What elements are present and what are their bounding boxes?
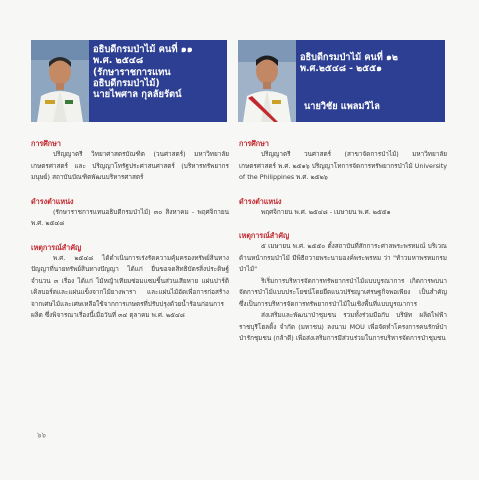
person-name: นายไพศาล กุลลัยรัตน์	[93, 89, 182, 101]
position-text: พฤศจิกายน พ.ศ. ๒๕๔๘ - เมษายน พ.ศ. ๒๕๕๑	[261, 207, 391, 216]
biography-left	[31, 138, 229, 334]
position-heading: ดำรงตำแหน่ง	[239, 196, 282, 206]
portrait-image	[238, 40, 296, 122]
events-text: ริเริ่มการบริหารจัดการทรัพยากรป่าไม้แบบบูรณาการ เกิดการพบนาจัดการป่าไม้แบบประโยชน์โดยยึดแนวปรัชญาเศรษฐกิจพอเพียง เป็นสำคัญ ซึ่งเป็นการบริหารจัดการทรัพยากรป่าไม้ในเชิงพื้นที่แบบบูรณาการ	[239, 276, 447, 308]
events-text: ส่งเสริมและพัฒนาป่าชุมชน รวมทั้งร่วมมือกับ บริษัท ผลิตไฟฟ้าราชบุรีโฮลดิ้ง จำกัด (มหาชน) ลงนาม MOU เพื่อจัดทำโครงการคนรักษ์ป่า ป่ารักชุมชน (กล้าดี) เพื่อส่งเสริมการมีส่วนร่วมในการบริหารจัดการป่าชุมชน	[239, 311, 447, 342]
title-line: พ.ศ.๒๕๔๘ - ๒๕๕๑	[300, 63, 382, 75]
page-number: ๖๖	[37, 431, 46, 439]
education-heading: การศึกษา	[239, 139, 269, 148]
position-text: (รักษาราชการแทนอธิบดีกรมป่าไม้) ๓๐ สิงหาคม - พฤศจิกายน พ.ศ. ๒๕๔๘	[31, 207, 229, 227]
title-line: อธิบดีกรมป่าไม้ คนที่ ๑๒	[300, 52, 398, 63]
portrait-image	[31, 40, 89, 122]
title-banner-right	[296, 40, 445, 122]
title-line: พ.ศ. ๒๕๔๘	[93, 55, 144, 67]
title-line: อธิบดีกรมป่าไม้ คนที่ ๑๑	[93, 44, 193, 55]
portrait-photo-right	[238, 40, 296, 122]
education-text: ปริญญาตรี วิทยาศาสตรบัณฑิต (วนศาสตร์) มหาวิทยาลัยเกษตรศาสตร์ และ ปริญญาโทรัฐประศาสนศาสตร์ (บริหารทรัพยากรมนุษย์) สถาบันบัณฑิตพัฒนบริหารศาสตร์	[31, 150, 229, 181]
events-text: ๕ เมษายน พ.ศ. ๒๕๕๐ ตั้งสถาบันที่สักการะศาลพระพรหมณ์ บริเวณ ด้านหน้ากรมป่าไม้ มีพิธีถวายพระนามองค์พระพรหม ว่า "ท้าวมหาพรหมกรมป่าไม้"	[239, 242, 447, 273]
education-heading: การศึกษา	[31, 139, 61, 148]
events-heading: เหตุการณ์สำคัญ	[239, 231, 290, 240]
person-name: นายวิชัย แพลมวิไล	[304, 101, 380, 112]
portrait-photo-left	[31, 40, 89, 122]
events-text: พ.ศ. ๒๕๔๘ ได้ดำเนินการเร่งรัดความคุ้มครองทรัพย์สินทางปัญญาที่นายทรัพย์สินทางปัญญา ได้แก่ ยื่นขอจดสิทธิบัตรสิ่งประดิษฐ์ จำนวน ๓ เรื่อง ได้แก่ ไม้หญ้าเทียมซ่อมแซมชิ้นส่วนเสียหาย แผ่นปาร์ติเคิลบอร์ดและแผ่นแข็งจากไม้ยางพารา และแผ่นไม้อัดเพื่อการก่อสร้างจากเศษไม้และเศษเหลือใช้จากการเกษตรที่ปรับปรุงด้วยน้ำร้อนก่อนการผลิต ซึ่งพิจารณาเรื่องนี้เมื่อวันที่ ๓๔ ตุลาคม พ.ศ. ๒๕๔๘	[31, 253, 229, 319]
events-heading: เหตุการณ์สำคัญ	[31, 242, 82, 252]
position-heading: ดำรงตำแหน่ง	[31, 196, 74, 206]
profile-card-left	[31, 40, 227, 122]
title-line: (รักษาราชการแทน	[93, 66, 171, 78]
education-text: ปริญญาตรี วนศาสตร์ (สาขาจัดการป่าไม้) มหาวิทยาลัยเกษตรศาสตร์ พ.ศ. ๒๕๑๖ ปริญญาโทการจัดการทรัพยากรป่าไม้ University of the Philippines พ.ศ. ๒๕๒๖	[239, 150, 447, 181]
title-line: อธิบดีกรมป่าไม้)	[93, 77, 160, 89]
profile-card-right	[238, 40, 445, 122]
biography-right	[239, 138, 447, 357]
title-banner-left	[89, 40, 227, 122]
